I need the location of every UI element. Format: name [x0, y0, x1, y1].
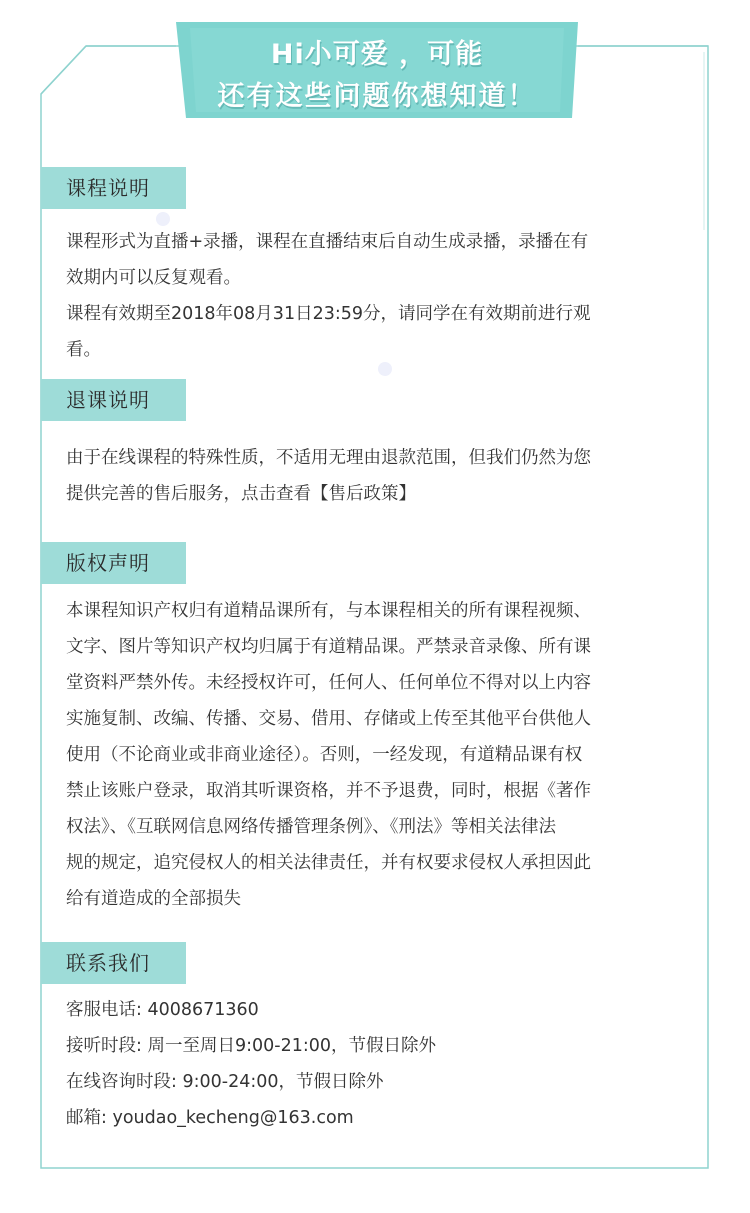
text-line: 使用（不论商业或非商业途径）。否则，一经发现，有道精品课有权 [66, 745, 583, 765]
text-line: 由于在线课程的特殊性质，不适用无理由退款范围，但我们仍然为您 [66, 448, 591, 468]
section-body-copyright [66, 593, 692, 917]
text-line: 本课程知识产权归有道精品课所有，与本课程相关的所有课程视频、 [66, 601, 591, 621]
section-label-copyright: 版权声明 [41, 542, 186, 584]
hours-text: 接听时段: 周一至周日9:00-21:00，节假日除外 [66, 1036, 437, 1056]
text-line: 课程有效期至2018年08月31日23:59分，请同学在有效期前进行观 [66, 304, 591, 324]
text-line: 给有道造成的全部损失 [66, 889, 241, 909]
section-label-contact: 联系我们 [41, 942, 186, 984]
text-line: 文字、图片等知识产权均归属于有道精品课。严禁录音录像、所有课 [66, 637, 591, 657]
page-title-line-1: Hi小可爱 ，可能 [270, 39, 484, 70]
after-sales-policy-link[interactable]: 提供完善的售后服务，点击查看【售后政策】 [66, 484, 416, 504]
text-line: 堂资料严禁外传。未经授权许可，任何人、任何单位不得对以上内容 [66, 673, 591, 693]
text-line: 权法》、《互联网信息网络传播管理条例》、《刑法》等相关法律法 [66, 817, 556, 837]
page-title-line-2: 还有这些问题你想知道！ [217, 81, 537, 112]
section-body-refund [66, 440, 692, 512]
phone-text: 客服电话: 4008671360 [66, 1000, 259, 1020]
section-body-course [66, 224, 692, 368]
text-line: 课程形式为直播+录播，课程在直播结束后自动生成录播，录播在有 [66, 232, 589, 252]
text-line: 禁止该账户登录，取消其听课资格，并不予退费，同时，根据《著作 [66, 781, 591, 801]
email-text: 邮箱: youdao_kecheng@163.com [66, 1108, 354, 1128]
section-label-course: 课程说明 [41, 167, 186, 209]
text-line: 看。 [66, 340, 101, 360]
text-line: 规的规定，追究侵权人的相关法律责任，并有权要求侵权人承担因此 [66, 853, 591, 873]
section-label-refund: 退课说明 [41, 379, 186, 421]
online-hours-text: 在线咨询时段: 9:00-24:00，节假日除外 [66, 1072, 384, 1092]
title-banner [176, 22, 578, 118]
text-line: 实施复制、改编、传播、交易、借用、存储或上传至其他平台供他人 [66, 709, 591, 729]
text-line: 效期内可以反复观看。 [66, 268, 241, 288]
section-body-contact [66, 992, 692, 1136]
